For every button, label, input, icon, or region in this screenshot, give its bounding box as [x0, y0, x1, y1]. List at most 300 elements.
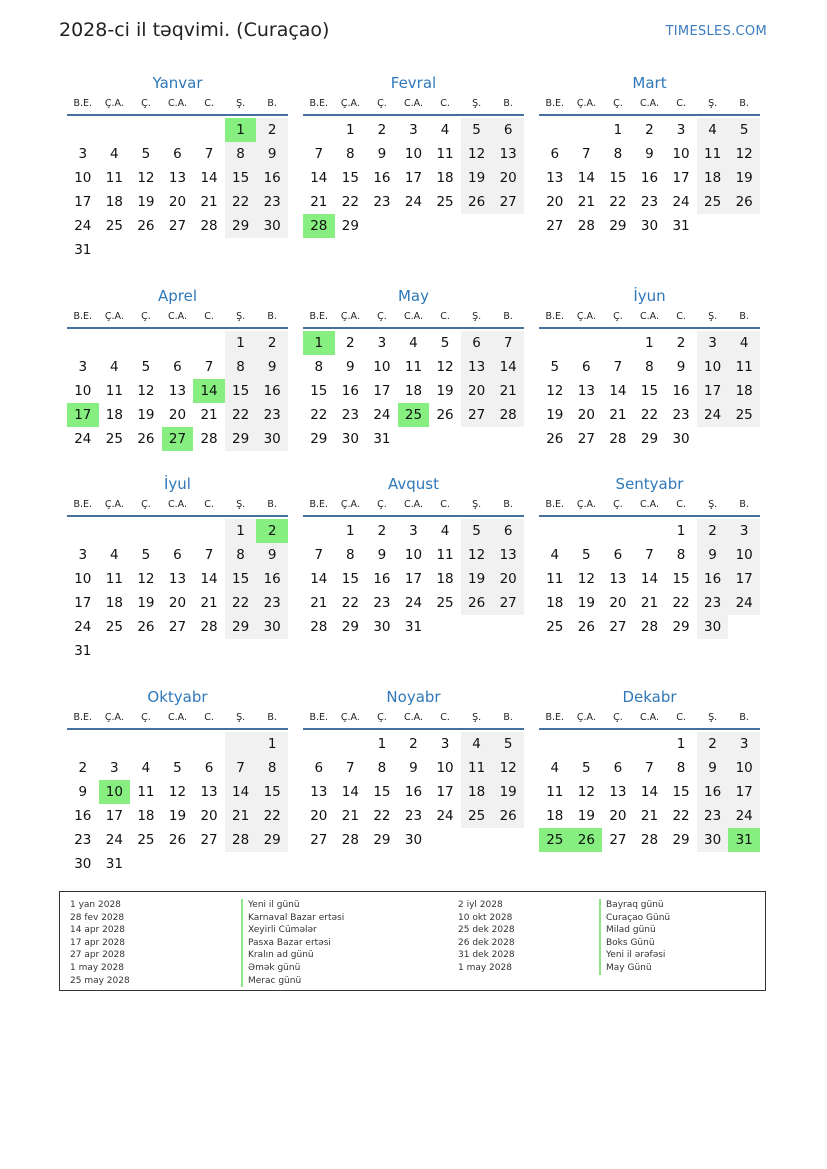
weekday-label: B.E. — [545, 499, 565, 510]
weekday-label: C. — [440, 311, 450, 322]
calendar-day: 25 — [105, 218, 123, 234]
calendar-day: 18 — [546, 808, 564, 824]
calendar-day: 20 — [168, 595, 187, 611]
empty-cell — [130, 732, 162, 756]
calendar-day: 26 — [168, 832, 187, 848]
day-grid — [303, 331, 524, 451]
calendar-day: 2 — [256, 118, 288, 142]
calendar-day: 12 — [546, 383, 564, 399]
calendar-day: 11 — [436, 146, 454, 162]
calendar-day: 8 — [613, 146, 623, 162]
holiday-date: 27 apr 2028 — [70, 950, 126, 961]
calendar-day: 21 — [640, 808, 659, 824]
empty-cell — [303, 519, 335, 543]
empty-cell — [99, 118, 131, 142]
calendar-day: 21 — [200, 194, 218, 210]
calendar-day: 7 — [492, 331, 524, 355]
calendar-day: 5 — [582, 760, 591, 776]
empty-cell — [162, 331, 194, 355]
calendar-day: 4 — [550, 760, 560, 776]
weekday-label: B. — [267, 311, 277, 322]
weekday-label: B. — [503, 311, 513, 322]
calendar-day: 29 — [225, 214, 257, 238]
calendar-day: 14 — [200, 571, 218, 587]
calendar-day: 22 — [225, 591, 257, 615]
holiday-date: 26 dek 2028 — [458, 937, 515, 948]
weekday-label: C. — [440, 712, 450, 723]
calendar-day: 17 — [728, 780, 760, 804]
calendar-day: 27 — [546, 218, 564, 234]
calendar-day: 23 — [256, 403, 288, 427]
calendar-day: 25 — [461, 804, 493, 828]
calendar-day: 27 — [168, 218, 187, 234]
weekday-header — [303, 94, 524, 116]
calendar-day: 24 — [436, 808, 454, 824]
calendar-day: 16 — [256, 166, 288, 190]
calendar-day: 22 — [609, 194, 627, 210]
calendar-day: 17 — [74, 194, 92, 210]
holiday-name: Yeni il ərəfəsi — [599, 949, 670, 962]
weekday-header — [539, 94, 760, 116]
calendar-day: 25 — [436, 194, 454, 210]
calendar-day: 30 — [256, 615, 288, 639]
calendar-day: 19 — [728, 166, 760, 190]
holiday-name: Əmək günü — [241, 962, 344, 975]
calendar-day: 31 — [74, 242, 92, 258]
holiday-name: Boks Günü — [599, 937, 670, 950]
weekday-label: Ç.A. — [104, 712, 124, 723]
empty-cell — [225, 732, 257, 756]
weekday-label: C.A. — [639, 712, 659, 723]
weekday-label: C. — [204, 311, 214, 322]
calendar-day: 26 — [577, 619, 595, 635]
holiday-date: 1 may 2028 — [70, 962, 124, 973]
calendar-day: 20 — [546, 194, 564, 210]
day-grid — [67, 519, 288, 663]
calendar-day: 22 — [310, 407, 328, 423]
calendar-day: 14 — [310, 571, 328, 587]
weekday-label: C.A. — [403, 499, 423, 510]
empty-cell — [602, 331, 634, 355]
holiday-day: 25 — [539, 828, 571, 852]
day-grid — [303, 118, 524, 238]
calendar-day: 16 — [373, 571, 391, 587]
calendar-day: 24 — [74, 431, 92, 447]
calendar-day: 24 — [74, 218, 92, 234]
calendar-day: 4 — [697, 118, 729, 142]
calendar-day: 12 — [461, 543, 493, 567]
month-12 — [539, 686, 760, 852]
calendar-day: 23 — [640, 194, 659, 210]
day-grid — [67, 331, 288, 451]
holiday-name: Karnaval Bazar ertəsi — [241, 912, 344, 925]
calendar-day: 6 — [173, 359, 182, 375]
calendar-day: 7 — [314, 146, 324, 162]
calendar-day: 16 — [256, 567, 288, 591]
day-grid — [67, 732, 288, 876]
calendar-day: 13 — [577, 383, 595, 399]
calendar-day: 21 — [310, 595, 328, 611]
month-name: Avqust — [388, 475, 439, 493]
calendar-day: 4 — [728, 331, 760, 355]
calendar-day: 12 — [728, 142, 760, 166]
calendar-day: 6 — [613, 547, 623, 563]
calendar-day: 10 — [74, 383, 92, 399]
weekday-label: B.E. — [73, 499, 93, 510]
calendar-day: 21 — [609, 407, 627, 423]
calendar-day: 23 — [373, 595, 391, 611]
calendar-day: 29 — [341, 218, 359, 234]
calendar-day: 15 — [225, 166, 257, 190]
calendar-day: 4 — [461, 732, 493, 756]
calendar-day: 2 — [346, 335, 355, 351]
empty-cell — [67, 519, 99, 543]
calendar-day: 25 — [728, 403, 760, 427]
calendar-day: 20 — [168, 194, 187, 210]
calendar-day: 18 — [105, 407, 123, 423]
holiday-date: 25 may 2028 — [70, 975, 130, 986]
calendar-day: 31 — [404, 619, 423, 635]
weekday-label: B. — [503, 499, 513, 510]
calendar-day: 25 — [105, 431, 123, 447]
calendar-day: 7 — [346, 760, 355, 776]
month-name: May — [397, 287, 429, 305]
calendar-day: 24 — [105, 832, 123, 848]
calendar-day: 1 — [645, 335, 654, 351]
calendar-day: 19 — [436, 383, 454, 399]
holiday-date: 28 fev 2028 — [70, 912, 125, 923]
calendar-day: 19 — [137, 407, 155, 423]
month-10 — [67, 686, 288, 876]
day-grid — [67, 118, 288, 262]
calendar-day: 12 — [461, 142, 493, 166]
month-7 — [67, 473, 288, 663]
calendar-day: 29 — [225, 615, 257, 639]
weekday-label: Ç.A. — [576, 311, 596, 322]
weekday-label: C. — [440, 98, 450, 109]
holiday-name: Pasxa Bazar ertəsi — [241, 937, 344, 950]
weekday-label: Ş. — [708, 712, 718, 723]
month-11 — [303, 686, 524, 852]
calendar-day: 28 — [492, 403, 524, 427]
month-2 — [303, 72, 524, 238]
calendar-day: 11 — [105, 571, 123, 587]
calendar-day: 21 — [640, 595, 659, 611]
empty-cell — [130, 331, 162, 355]
calendar-day: 17 — [728, 567, 760, 591]
brand-link[interactable]: TIMESLES.COM — [665, 24, 767, 39]
weekday-label: B. — [503, 712, 513, 723]
calendar-day: 28 — [640, 619, 659, 635]
weekday-label: B.E. — [545, 712, 565, 723]
calendar-day: 3 — [377, 335, 387, 351]
holiday-name: Yeni il günü — [241, 899, 344, 912]
calendar-day: 4 — [440, 122, 450, 138]
calendar-day: 23 — [74, 832, 92, 848]
weekday-label: Ç. — [141, 712, 151, 723]
calendar-day: 14 — [200, 170, 218, 186]
calendar-day: 27 — [492, 190, 524, 214]
holiday-name: Milad günü — [599, 924, 670, 937]
calendar-day: 9 — [78, 784, 88, 800]
weekday-header — [539, 708, 760, 730]
calendar-day: 8 — [256, 756, 288, 780]
calendar-day: 27 — [609, 832, 627, 848]
calendar-day: 15 — [609, 170, 627, 186]
calendar-day: 1 — [613, 122, 623, 138]
calendar-day: 14 — [609, 383, 627, 399]
calendar-day: 18 — [697, 166, 729, 190]
empty-cell — [193, 331, 225, 355]
calendar-day: 24 — [404, 194, 423, 210]
calendar-day: 17 — [373, 383, 391, 399]
weekday-label: Ç. — [377, 98, 387, 109]
calendar-day: 5 — [550, 359, 560, 375]
calendar-day: 26 — [492, 804, 524, 828]
calendar-day: 2 — [78, 760, 88, 776]
calendar-day: 11 — [404, 359, 423, 375]
month-6 — [539, 285, 760, 451]
calendar-day: 2 — [377, 523, 387, 539]
calendar-day: 24 — [373, 407, 391, 423]
calendar-day: 18 — [461, 780, 493, 804]
month-name: Noyabr — [386, 688, 441, 706]
calendar-day: 9 — [256, 142, 288, 166]
weekday-label: B. — [739, 98, 749, 109]
calendar-day: 21 — [492, 379, 524, 403]
calendar-day: 10 — [404, 146, 423, 162]
month-8 — [303, 473, 524, 639]
calendar-day: 19 — [137, 595, 155, 611]
calendar-day: 10 — [74, 571, 92, 587]
calendar-day: 10 — [74, 170, 92, 186]
weekday-label: C. — [676, 311, 686, 322]
calendar-day: 4 — [110, 146, 119, 162]
calendar-day: 10 — [697, 355, 729, 379]
calendar-day: 24 — [404, 595, 423, 611]
calendar-day: 30 — [697, 828, 729, 852]
calendar-day: 29 — [640, 431, 659, 447]
weekday-label: C. — [204, 98, 214, 109]
holiday-date: 10 okt 2028 — [458, 912, 513, 923]
calendar-day: 23 — [256, 190, 288, 214]
weekday-label: B.E. — [545, 311, 565, 322]
calendar-day: 4 — [409, 335, 418, 351]
calendar-day: 29 — [225, 427, 257, 451]
empty-cell — [162, 732, 194, 756]
calendar-day: 19 — [546, 407, 564, 423]
calendar-day: 12 — [137, 571, 155, 587]
calendar-day: 22 — [256, 804, 288, 828]
weekday-label: B.E. — [309, 712, 329, 723]
calendar-day: 1 — [346, 122, 355, 138]
calendar-day: 17 — [74, 595, 92, 611]
holiday-name: Curaçao Günü — [599, 912, 670, 925]
calendar-day: 12 — [577, 784, 595, 800]
calendar-day: 1 — [676, 523, 686, 539]
calendar-day: 30 — [256, 427, 288, 451]
calendar-day: 3 — [110, 760, 119, 776]
calendar-day: 7 — [645, 760, 654, 776]
calendar-day: 25 — [546, 619, 564, 635]
weekday-label: B.E. — [73, 98, 93, 109]
calendar-day: 4 — [110, 359, 119, 375]
empty-cell — [602, 732, 634, 756]
month-name: Aprel — [157, 287, 198, 305]
calendar-day: 9 — [377, 547, 387, 563]
calendar-day: 12 — [577, 571, 595, 587]
day-grid — [539, 519, 760, 639]
calendar-day: 30 — [74, 856, 92, 872]
calendar-day: 11 — [546, 571, 564, 587]
calendar-day: 13 — [609, 784, 627, 800]
empty-cell — [99, 519, 131, 543]
month-name: İyul — [164, 475, 191, 493]
holiday-date: 17 apr 2028 — [70, 937, 126, 948]
holiday-name: Bayraq günü — [599, 899, 670, 912]
calendar-day: 18 — [728, 379, 760, 403]
calendar-day: 21 — [341, 808, 359, 824]
weekday-header — [303, 495, 524, 517]
calendar-day: 27 — [609, 619, 627, 635]
weekday-label: Ç. — [613, 98, 623, 109]
calendar-day: 20 — [577, 407, 595, 423]
calendar-day: 5 — [141, 547, 151, 563]
calendar-day: 22 — [672, 808, 690, 824]
calendar-day: 8 — [676, 547, 686, 563]
calendar-day: 11 — [137, 784, 155, 800]
weekday-label: B. — [267, 499, 277, 510]
calendar-day: 6 — [613, 760, 623, 776]
weekday-label: Ç. — [613, 311, 623, 322]
calendar-day: 2 — [697, 519, 729, 543]
holiday-day: 26 — [571, 828, 603, 852]
calendar-day: 16 — [404, 784, 423, 800]
calendar-day: 27 — [461, 403, 493, 427]
weekday-header — [303, 708, 524, 730]
weekday-label: Ç. — [613, 712, 623, 723]
calendar-day: 10 — [436, 760, 454, 776]
calendar-day: 19 — [577, 808, 595, 824]
weekday-label: B.E. — [545, 98, 565, 109]
holiday-day: 2 — [256, 519, 288, 543]
empty-cell — [634, 519, 666, 543]
calendar-day: 13 — [168, 383, 187, 399]
calendar-day: 22 — [225, 190, 257, 214]
calendar-day: 16 — [697, 780, 729, 804]
empty-cell — [193, 519, 225, 543]
calendar-day: 28 — [609, 431, 627, 447]
empty-cell — [130, 519, 162, 543]
calendar-day: 18 — [436, 170, 454, 186]
calendar-day: 6 — [492, 519, 524, 543]
calendar-day: 5 — [582, 547, 591, 563]
weekday-label: C. — [676, 98, 686, 109]
empty-cell — [193, 732, 225, 756]
calendar-day: 20 — [609, 595, 627, 611]
calendar-day: 9 — [256, 543, 288, 567]
calendar-day: 4 — [440, 523, 450, 539]
calendar-day: 3 — [440, 736, 450, 752]
calendar-day: 15 — [225, 379, 257, 403]
month-name: Fevral — [390, 74, 437, 92]
calendar-day: 12 — [168, 784, 187, 800]
weekday-label: C. — [204, 499, 214, 510]
calendar-day: 24 — [672, 194, 690, 210]
calendar-day: 5 — [728, 118, 760, 142]
empty-cell — [571, 118, 603, 142]
calendar-day: 16 — [640, 170, 659, 186]
empty-cell — [99, 331, 131, 355]
calendar-day: 31 — [373, 431, 391, 447]
legend-names-left — [241, 899, 344, 987]
weekday-label: C. — [676, 499, 686, 510]
empty-cell — [335, 732, 367, 756]
weekday-header — [67, 94, 288, 116]
calendar-day: 24 — [728, 591, 760, 615]
weekday-header — [67, 495, 288, 517]
month-name: Mart — [632, 74, 667, 92]
calendar-day: 31 — [672, 218, 690, 234]
calendar-day: 29 — [256, 828, 288, 852]
calendar-day: 28 — [577, 218, 595, 234]
calendar-day: 19 — [577, 595, 595, 611]
weekday-label: Ç.A. — [576, 499, 596, 510]
calendar-day: 21 — [225, 804, 257, 828]
calendar-day: 13 — [609, 571, 627, 587]
calendar-day: 21 — [200, 595, 218, 611]
calendar-day: 12 — [137, 383, 155, 399]
month-1 — [67, 72, 288, 262]
calendar-day: 15 — [341, 170, 359, 186]
calendar-day: 1 — [346, 523, 355, 539]
calendar-day: 5 — [461, 118, 493, 142]
month-name: Oktyabr — [147, 688, 208, 706]
calendar-day: 30 — [640, 218, 659, 234]
calendar-day: 11 — [105, 170, 123, 186]
calendar-day: 22 — [341, 595, 359, 611]
calendar-day: 23 — [341, 407, 359, 423]
calendar-day: 27 — [492, 591, 524, 615]
calendar-day: 2 — [676, 335, 686, 351]
month-9 — [539, 473, 760, 639]
calendar-day: 23 — [697, 804, 729, 828]
calendar-day: 16 — [672, 383, 690, 399]
empty-cell — [193, 118, 225, 142]
weekday-label: Ç. — [377, 499, 387, 510]
calendar-day: 16 — [373, 170, 391, 186]
calendar-day: 6 — [314, 760, 324, 776]
calendar-day: 26 — [728, 190, 760, 214]
calendar-day: 28 — [200, 431, 218, 447]
weekday-label: B.E. — [309, 311, 329, 322]
calendar-day: 27 — [168, 619, 187, 635]
calendar-day: 15 — [672, 784, 690, 800]
calendar-day: 17 — [105, 808, 123, 824]
weekday-label: Ş. — [472, 311, 482, 322]
weekday-header — [67, 307, 288, 329]
calendar-day: 7 — [204, 146, 214, 162]
calendar-day: 1 — [225, 519, 257, 543]
calendar-day: 16 — [341, 383, 359, 399]
empty-cell — [303, 118, 335, 142]
weekday-label: Ç.A. — [104, 499, 124, 510]
weekday-label: C.A. — [639, 499, 659, 510]
weekday-label: B.E. — [73, 311, 93, 322]
calendar-day: 17 — [672, 170, 690, 186]
calendar-day: 26 — [137, 218, 155, 234]
calendar-day: 11 — [436, 547, 454, 563]
